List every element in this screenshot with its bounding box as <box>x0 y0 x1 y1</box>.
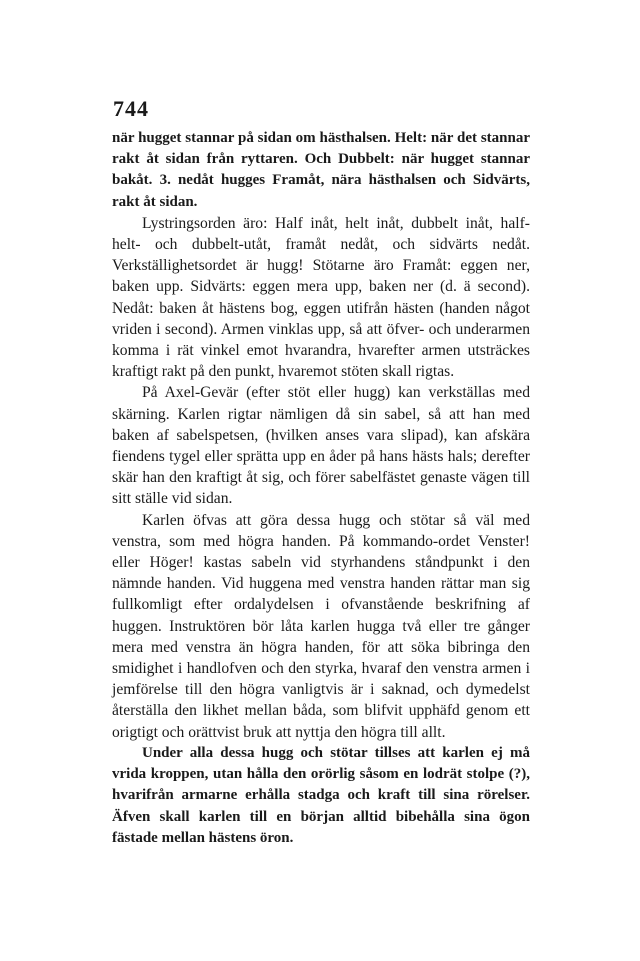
paragraph-2: Lystringsorden äro: Half inåt, helt inåt, dubbelt inåt, half- helt- och dubbelt-utåt, framåt nedåt, och sidvärts nedåt. Verkställighetsordet är hugg! Stötarne äro Framåt: eggen ner, baken upp. Sidvärts: eggen mera upp, baken ner (d. ä second). Nedåt: baken åt hästens bog, eggen utifrån hästen (handen något vriden i second). Armen vinklas upp, så att öfver- och underarmen komma i rät vinkel emot hvarandra, hvarefter armen utsträckes kraftigt rakt på den punkt, hvaremot stöten skall rigtas. <box>112 214 530 381</box>
paragraph-4: Karlen öfvas att göra dessa hugg och stötar så väl med venstra, som med högra handen. På kommando-ordet Venster! eller Höger! kastas sabeln vid styrhandens ståndpunkt i den nämnde handen. Vid huggena med venstra handen rättar man sig fullkomligt efter ordalydelsen i ofvanstående beskrifning af huggen. Instruktören bör låta karlen hugga två eller tre gånger mera med venstra än högra handen, för att söka bibringa den smidighet i handlofven och den styrka, hvaraf den venstra armen i jemförelse till den högra vanligtvis är i saknad, och dymedelst återställa den likhet mellan båda, som blifvit upphäfd genom ett origtigt och orättvist bruk att nyttja den högra till allt. <box>112 511 530 741</box>
paragraph-5: Under alla dessa hugg och stötar tillses att karlen ej må vrida kroppen, utan hålla den orörlig såsom en lodrät stolpe (?), hvarifrån armarne erhålla stadga och kraft till sina rörelser. Äfven skall karlen till en början alltid bibehålla sina ögon fästade mellan hästens öron. <box>112 744 530 846</box>
paragraph-1: när hugget stannar på sidan om hästhalsen. Helt: när det stannar rakt åt sidan från ryttaren. Och Dubbelt: när hugget stannar bakåt. 3. nedåt hugges Framåt, nära hästhalsen och Sidvärts, rakt åt sidan. <box>112 130 530 210</box>
page-body-text <box>112 128 530 849</box>
page-number: 744 <box>113 96 149 121</box>
paragraph-3: På Axel-Gevär (efter stöt eller hugg) kan verkställas med skärning. Karlen rigtar nämligen då sin sabel, så att han med baken af sabelspetsen, (hvilken anses vara slipad), kan afskära fiendens tygel eller sprätta upp en åder på hans hästs hals; derefter skär han den kraftigt åt sig, och förer sabelfästet genaste vägen till sitt ställe vid sidan. <box>112 384 530 508</box>
